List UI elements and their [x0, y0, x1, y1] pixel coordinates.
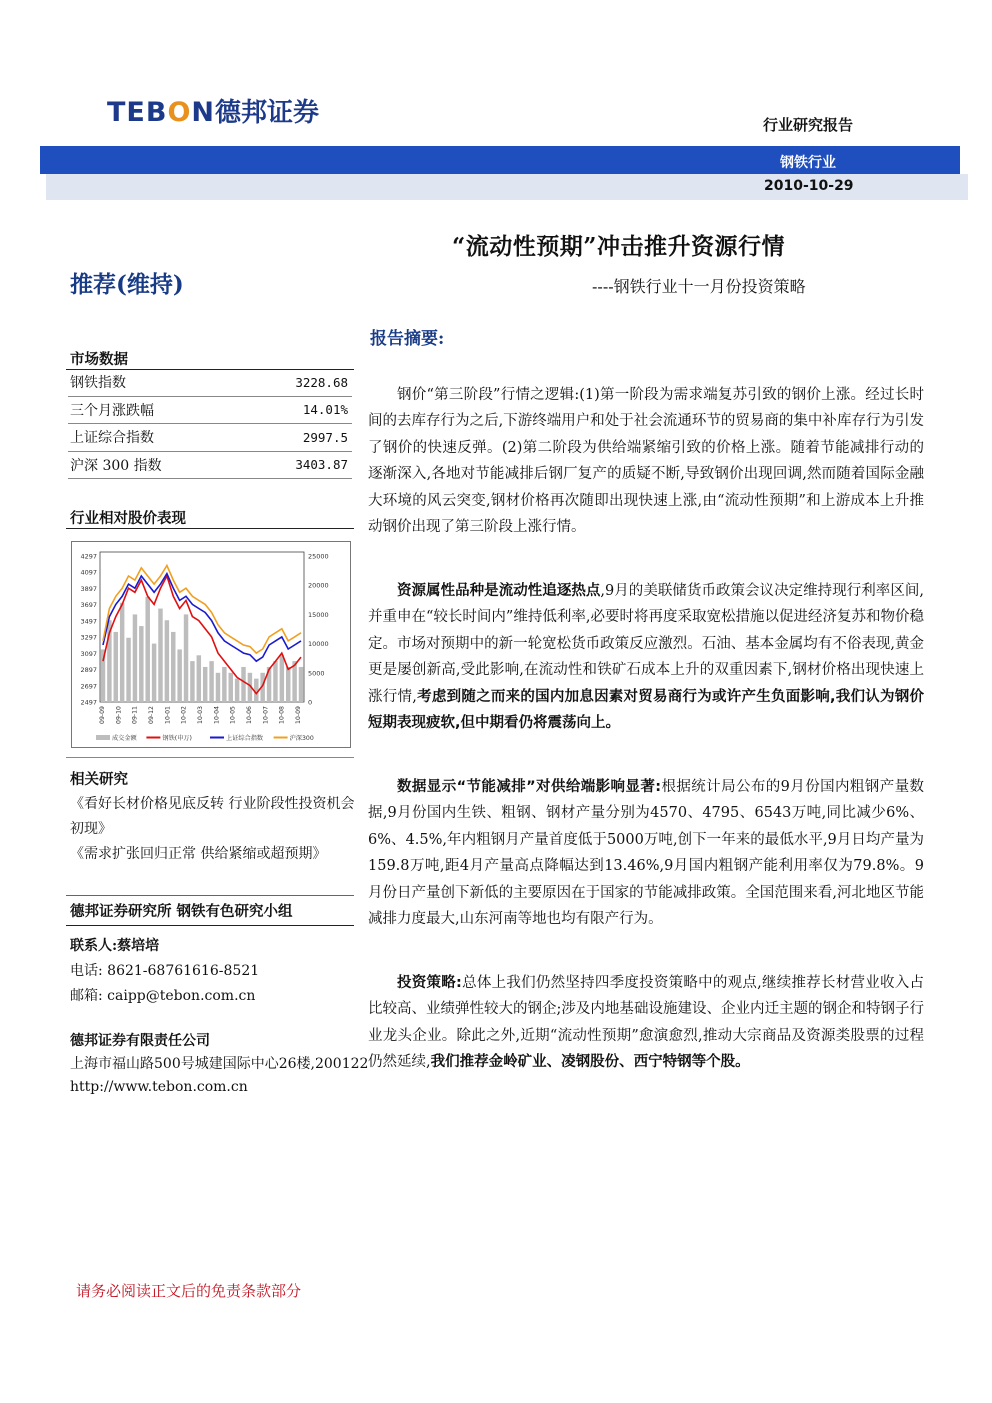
- y-left-tick-label: 3297: [80, 633, 97, 642]
- volume-bar: [139, 626, 143, 702]
- y-right-tick-label: 0: [308, 698, 313, 707]
- company-address: 上海市福山路500号城建国际中心26楼,200122: [70, 1056, 369, 1072]
- volume-bar: [292, 661, 296, 702]
- report-title: “流动性预期”冲击推升资源行情: [452, 233, 785, 260]
- paragraph-text: 钢价“第三阶段”行情之逻辑:(1)第一阶段为需求端复苏引致的钢价上涨。经过长时间的去库存行为之后,下游终端用户和处于社会流通环节的贸易商的集中补库存行为引发了钢价的快速反弹。(2)第二阶段为供给端紧缩引致的价格上涨。随着节能减排行动的逐渐深入,各地对节能减排后钢厂复产的质疑不断,导致钢价出现回调,然而随着国际金融大环境的风云突变,钢材价格再次随即出现快速上涨,由“流动性预期”和上游成本上升推动钢价出现了第三阶段上涨行情。: [368, 387, 924, 536]
- volume-bar: [126, 638, 130, 702]
- y-right-tick-label: 15000: [308, 610, 329, 619]
- volume-bar: [171, 632, 175, 702]
- legend-label: 上证综合指数: [226, 735, 264, 742]
- table-row: [68, 424, 352, 452]
- table-row: [68, 369, 352, 396]
- logo-text-2: N: [191, 97, 216, 128]
- legend-label: 钢铁(申万): [162, 735, 192, 742]
- market-data-heading: 市场数据: [70, 351, 128, 368]
- series-line: [103, 574, 301, 662]
- volume-bar: [229, 673, 233, 702]
- volume-bar: [165, 620, 169, 702]
- x-tick-label: 09-09: [99, 706, 106, 724]
- volume-bar: [133, 614, 137, 702]
- row-value: 14.01%: [245, 396, 352, 424]
- paragraph-text: ,9月的美联储货币政策会议决定维持现行利率区间,并重申在“较长时间内”维持低利率,必要时将再度采取宽松措施以促进经济复苏和物价稳定。市场对预期中的新一轮宽松货币政策反应激烈。石油、基本金属均有不俗表现,黄金更是屡创新高,受此影响,在流动性和铁矿石成本上升的双重因素下,钢材价格出现快速上涨行情,: [368, 583, 924, 705]
- row-label: 钢铁指数: [68, 369, 245, 396]
- x-tick-label: 10-06: [246, 706, 253, 724]
- report-type: 行业研究报告: [763, 116, 854, 134]
- y-left-tick-label: 3897: [80, 584, 97, 593]
- paragraph-conclusion: 考虑到随之而来的国内加息因素对贸易商行为或许产生负面影响,我们认为钢价短期表现疲软,但中期看仍将震荡向上。: [368, 688, 924, 732]
- paragraph-conclusion: 我们推荐金岭矿业、凌钢股份、西宁特钢等个股。: [430, 1054, 750, 1071]
- row-value: 3403.87: [245, 451, 352, 479]
- related-research-list: [70, 792, 360, 867]
- logo-o: O: [167, 97, 192, 128]
- summary-heading: 报告摘要:: [370, 329, 445, 349]
- volume-bar: [120, 603, 124, 702]
- x-tick-label: 09-12: [148, 706, 155, 724]
- x-tick-label: 10-02: [180, 706, 188, 724]
- paragraph-lead: 投资策略:: [397, 975, 462, 991]
- volume-bar: [152, 644, 156, 702]
- volume-bar: [184, 614, 188, 702]
- chart-heading: 行业相对股价表现: [70, 510, 186, 527]
- volume-bar: [280, 655, 284, 702]
- paragraph-lead: 资源属性品种是流动性追逐热点: [397, 583, 601, 599]
- contact-email: 邮箱: caipp@tebon.com.cn: [70, 988, 256, 1004]
- logo-text: TEB: [107, 97, 168, 128]
- volume-bar: [203, 667, 207, 702]
- legend-label: 成交金额: [112, 735, 137, 742]
- report-subtitle: ----钢铁行业十一月份投资策略: [592, 277, 806, 296]
- y-left-tick-label: 3097: [80, 649, 97, 658]
- y-right-tick-label: 10000: [308, 640, 329, 649]
- body-paragraph-2: [368, 578, 924, 736]
- y-left-tick-label: 2697: [80, 682, 97, 691]
- row-label: 沪深 300 指数: [68, 451, 245, 479]
- y-right-tick-label: 25000: [308, 552, 329, 561]
- volume-bar: [177, 649, 181, 702]
- divider: [66, 757, 354, 758]
- contact-phone: 电话: 8621-68761616-8521: [70, 963, 260, 979]
- x-tick-label: 10-03: [197, 706, 204, 724]
- volume-bar: [197, 655, 201, 702]
- volume-bar: [241, 667, 245, 702]
- volume-bar: [209, 661, 213, 702]
- row-label: 三个月涨跌幅: [68, 396, 245, 424]
- volume-bar: [114, 632, 118, 702]
- y-left-tick-label: 2897: [80, 666, 97, 675]
- recommendation: 推荐(维持): [70, 271, 184, 298]
- divider: [66, 925, 354, 926]
- body-paragraph-1: [368, 382, 924, 540]
- volume-bar: [299, 667, 303, 702]
- series-line: [103, 566, 301, 654]
- y-left-tick-label: 3697: [80, 601, 97, 610]
- y-right-tick-label: 20000: [308, 581, 329, 590]
- chart-svg: [72, 542, 350, 747]
- volume-bar: [145, 597, 149, 702]
- table-row: [68, 451, 352, 479]
- y-left-tick-label: 2497: [80, 698, 97, 707]
- list-item: 《需求扩张回归正常 供给紧缩或超预期》: [70, 846, 327, 862]
- disclaimer: 请务必阅读正文后的免责条款部分: [76, 1282, 302, 1300]
- research-team: 德邦证券研究所 钢铁有色研究小组: [70, 903, 293, 920]
- contact-block: [70, 934, 259, 1009]
- table-row: [68, 396, 352, 424]
- volume-bar: [235, 679, 239, 702]
- row-value: 2997.5: [245, 424, 352, 452]
- x-tick-label: 09-11: [131, 706, 139, 724]
- stock-performance-chart: [71, 541, 351, 748]
- y-right-tick-label: 5000: [308, 669, 325, 678]
- paragraph-text: 总体上我们仍然坚持四季度投资策略中的观点,继续推荐长材营业收入占比较高、业绩弹性较大的钢企;涉及内地基础设施建设、企业内迁主题的钢企和特钢子行业龙头企业。除此之外,近期“流动性预期”愈演愈烈,推动大宗商品及资源类股票的过程仍然延续,: [368, 975, 924, 1071]
- divider: [66, 895, 354, 896]
- body-paragraph-3: [368, 774, 924, 932]
- company-block: [70, 1030, 370, 1099]
- legend-label: 沪深300: [289, 735, 314, 742]
- report-date: 2010-10-29: [764, 178, 854, 194]
- company-logo: [107, 92, 319, 129]
- x-tick-label: 10-07: [262, 706, 270, 724]
- divider: [66, 528, 354, 529]
- company-name: 德邦证券有限责任公司: [70, 1033, 210, 1049]
- row-label: 上证综合指数: [68, 424, 245, 452]
- x-tick-label: 10-01: [164, 706, 172, 724]
- volume-bar: [216, 673, 220, 702]
- legend-swatch: [96, 735, 110, 740]
- y-left-tick-label: 4297: [80, 552, 97, 561]
- volume-bar: [286, 667, 290, 702]
- paragraph-text: 根据统计局公布的9月份国内粗钢产量数据,9月份国内生铁、粗钢、钢材产量分别为4570、4795、6543万吨,同比减少6%、6%、4.5%,年内粗钢月产量首度低于5000万吨,创下一年来的最低水平,9月日均产量为159.8万吨,距4月产量高点降幅达到13.46%,9月国内粗钢产能利用率仅为79.8%。9月份日产量创下新低的主要原因在于国家的节能减排政策。全国范围来看,河北地区节能减排力度最大,山东河南等地也均有限产行为。: [368, 779, 924, 928]
- row-value: 3228.68: [245, 369, 352, 396]
- volume-bar: [273, 661, 277, 702]
- y-left-tick-label: 3497: [80, 617, 97, 626]
- volume-bar: [254, 679, 258, 702]
- x-tick-label: 10-04: [213, 706, 221, 724]
- volume-bar: [190, 661, 194, 702]
- x-tick-label: 09-10: [115, 706, 123, 724]
- volume-bar: [158, 609, 162, 702]
- x-tick-label: 10-05: [229, 706, 237, 724]
- volume-bar: [222, 667, 226, 702]
- company-url: http://www.tebon.com.cn: [70, 1079, 248, 1095]
- y-left-tick-label: 4097: [80, 568, 97, 577]
- industry-label: 钢铁行业: [780, 155, 836, 171]
- x-tick-label: 10-08: [278, 706, 286, 724]
- logo-cn: 德邦证券: [215, 98, 320, 128]
- contact-person: 联系人:蔡培培: [70, 938, 160, 954]
- body-paragraph-4: [368, 970, 924, 1076]
- x-tick-label: 10-09: [295, 706, 302, 724]
- list-item: 《看好长材价格见底反转 行业阶段性投资机会初现》: [70, 796, 355, 837]
- paragraph-lead: 数据显示“节能减排”对供给端影响显著:: [397, 779, 662, 795]
- market-data-table: [68, 369, 352, 479]
- related-research-heading: 相关研究: [70, 771, 128, 788]
